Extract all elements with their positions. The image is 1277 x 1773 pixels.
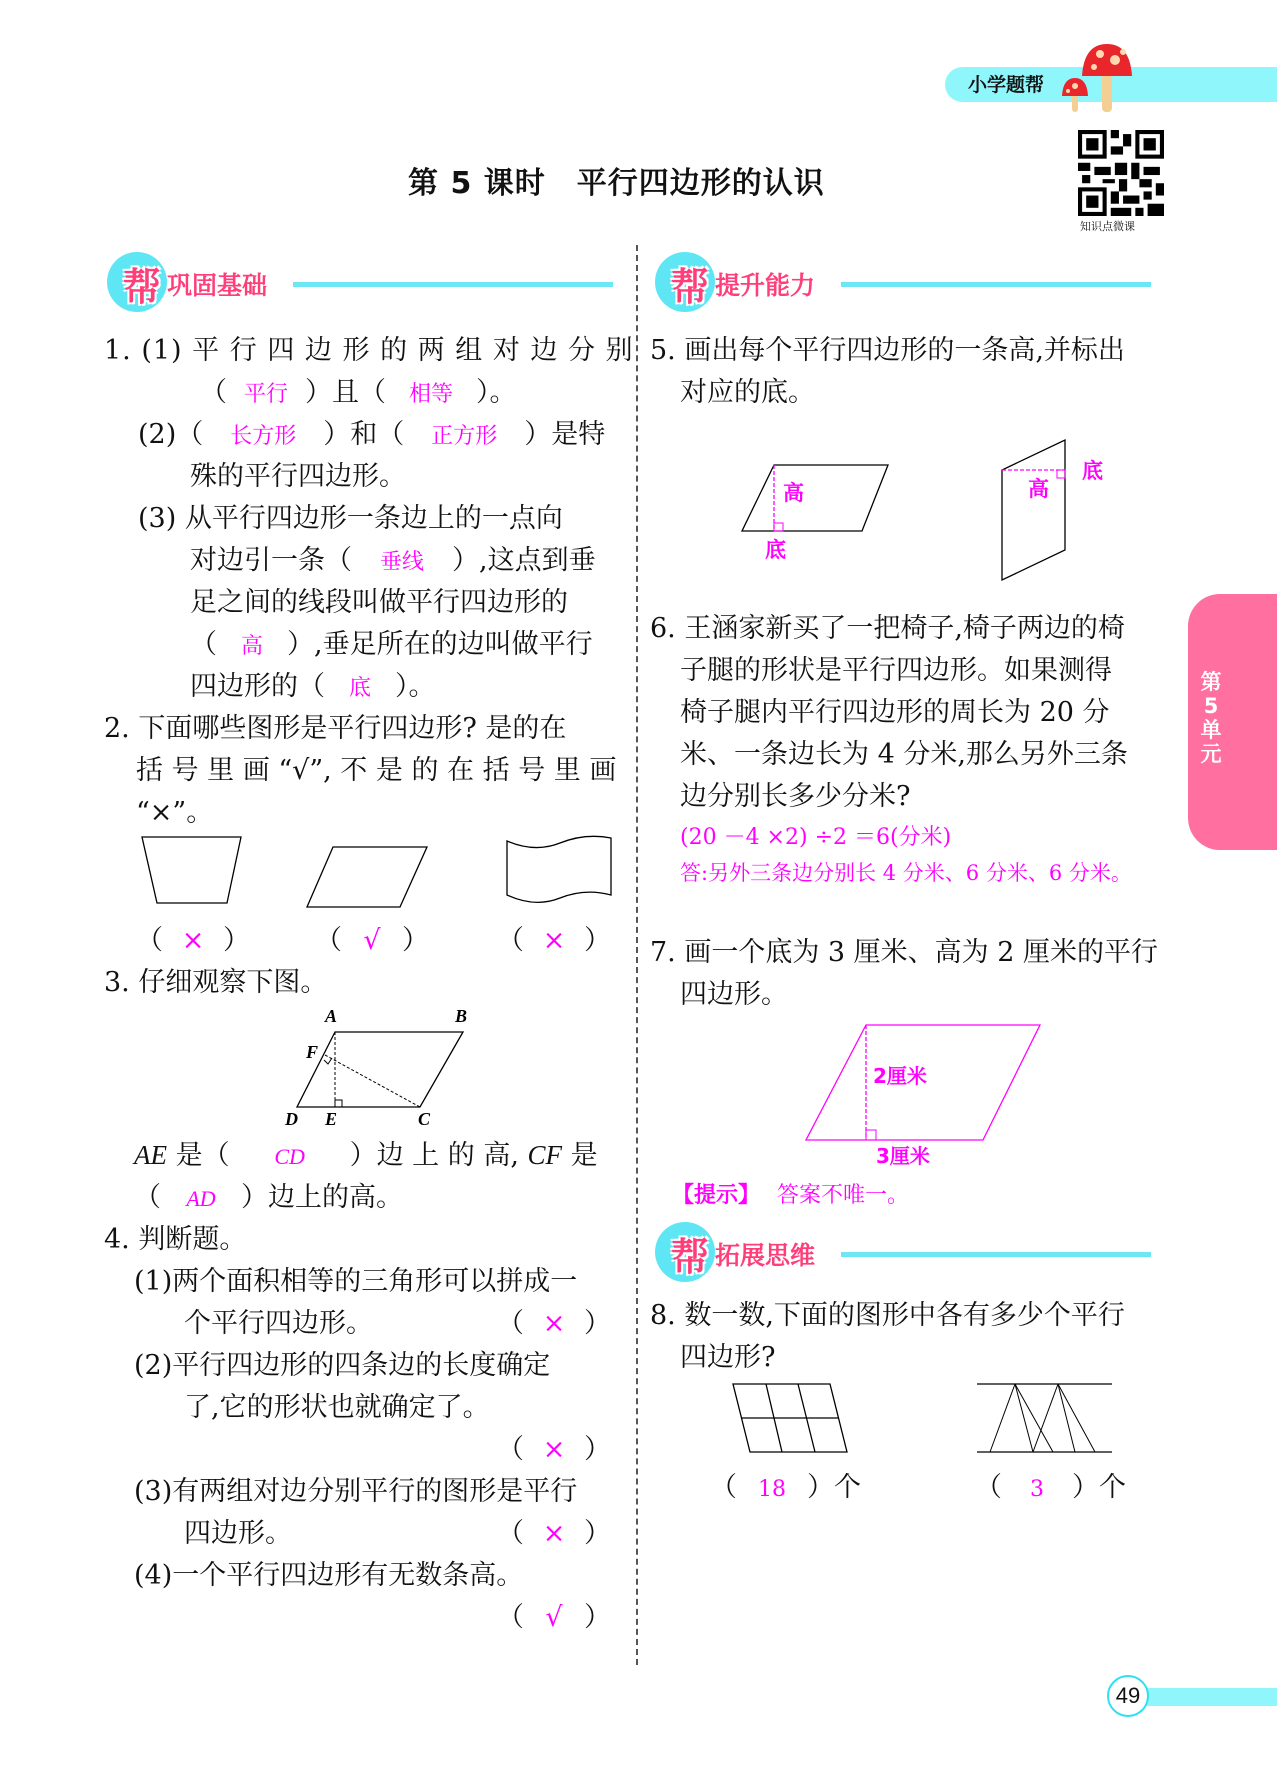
answer-blank: 18 — [758, 1477, 786, 1502]
q4-item3-l2: 四边形。 — [184, 1518, 292, 1549]
q6-line1: 6. 王涵家新买了一把椅子,椅子两边的椅 — [650, 613, 1125, 644]
text: ）是特 — [524, 419, 606, 450]
answer-blank: 底 — [348, 676, 371, 701]
q4-item1-l1: (1)两个面积相等的三角形可以拼成一 — [134, 1266, 578, 1297]
answer-mark: × — [542, 1518, 566, 1549]
answer-blank: 垂线 — [379, 550, 424, 575]
q4-item1-answer: （ × ） — [497, 1303, 611, 1344]
text: ）,这点到垂 — [452, 545, 596, 576]
q2-line1: 2. 下面哪些图形是平行四边形? 是的在 — [104, 713, 567, 744]
q4-item3-l1: (3)有两组对边分别平行的图形是平行 — [134, 1476, 578, 1507]
text: ）。 — [395, 671, 436, 702]
text: (2)（ — [138, 419, 204, 450]
q1-p3-line5 — [190, 666, 436, 709]
q4-item3-answer: （ × ） — [497, 1513, 611, 1554]
qr-code-icon[interactable] — [1078, 130, 1164, 216]
answer-blank: AD — [186, 1186, 216, 1211]
q6-answer: 答:另外三条边分别长 4 分米、6 分米、6 分米。 — [680, 861, 1132, 885]
unit-char: 元 — [1200, 742, 1222, 766]
height-label: 高 — [1028, 477, 1049, 501]
q6-line4: 米、一条边长为 4 分米,那么另外三条 — [680, 739, 1128, 770]
q6-calculation: (20 －4 ×2) ÷2 ＝6(分米) — [680, 825, 952, 850]
answer-mark: × — [542, 925, 566, 956]
text: 是（ — [167, 1140, 230, 1171]
brand-name: 小学题帮 — [968, 74, 1045, 96]
q6-line5: 边分别长多少分米? — [680, 781, 911, 812]
q5-line2: 对应的底。 — [680, 377, 815, 408]
q1-p3-line4 — [190, 624, 593, 667]
section-rule — [293, 282, 613, 287]
text: ）,垂足所在的边叫做平行 — [287, 629, 593, 660]
q8-grid-figure — [730, 1382, 850, 1457]
q1-p1-line2 — [200, 372, 517, 415]
text: CF — [527, 1140, 563, 1170]
q2-line2: 括 号 里 画 “√”, 不 是 的 在 括 号 里 画 — [136, 755, 617, 786]
q4-line1: 4. 判断题。 — [104, 1224, 247, 1255]
q7-hint — [672, 1178, 909, 1209]
text: （ — [710, 1472, 737, 1503]
q3-sentence2 — [134, 1177, 403, 1219]
hint-label: 【提示】 — [672, 1183, 761, 1208]
text: （ — [134, 1182, 161, 1213]
point-label: D — [285, 1109, 298, 1129]
q1-p3-line1: (3) 从平行四边形一条边上的一点向 — [138, 503, 563, 534]
text: （ — [975, 1472, 1002, 1503]
section-header-extend — [655, 1222, 1165, 1282]
text: AE — [134, 1140, 167, 1170]
page-number-bar — [1140, 1688, 1277, 1706]
q2-line3: “×”。 — [136, 797, 214, 828]
q6-line3: 椅子腿内平行四边形的周长为 20 分 — [680, 697, 1110, 728]
q4-item4-answer: （ √ ） — [497, 1597, 611, 1638]
answer-mark: √ — [363, 925, 381, 956]
text: ）个 — [1072, 1472, 1126, 1503]
q1-p3-line2 — [190, 540, 596, 583]
text: ）和（ — [323, 419, 405, 450]
answer-blank: 高 — [240, 634, 263, 659]
answer-blank: 长方形 — [230, 424, 297, 449]
q8-answer-1 — [710, 1467, 861, 1510]
q6-line2: 子腿的形状是平行四边形。如果测得 — [680, 655, 1112, 686]
text: 是 — [562, 1140, 598, 1171]
q7-line2: 四边形。 — [680, 979, 788, 1010]
answer-mark: √ — [545, 1602, 563, 1633]
section-label: 拓展思维 — [715, 1241, 816, 1270]
unit-char: 第 — [1200, 670, 1222, 694]
answer-blank: 平行 — [243, 382, 288, 407]
text: 对边引一条（ — [190, 545, 352, 576]
text: ）边 上 的 高, — [349, 1140, 519, 1171]
q5-figure-1 — [740, 460, 890, 560]
q2-shape-wavy — [505, 833, 615, 908]
page-number: 49 — [1107, 1675, 1149, 1717]
point-label: F — [306, 1042, 319, 1062]
answer-blank: 相等 — [408, 382, 453, 407]
column-divider — [636, 245, 638, 1665]
answer-blank: CD — [274, 1144, 305, 1169]
q8-line1: 8. 数一数,下面的图形中各有多少个平行 — [650, 1300, 1125, 1331]
text: 四边形的（ — [190, 671, 325, 702]
hint-text: 答案不唯一。 — [777, 1183, 910, 1208]
base-label: 底 — [765, 538, 786, 562]
section-badge: 帮 — [671, 1235, 710, 1279]
section-label: 巩固基础 — [167, 271, 268, 300]
height-label: 高 — [783, 481, 804, 505]
q4-item2-answer: （ × ） — [497, 1429, 611, 1470]
q4-item2-l1: (2)平行四边形的四条边的长度确定 — [134, 1350, 551, 1381]
answer-mark: × — [542, 1434, 566, 1465]
section-label: 提升能力 — [715, 271, 816, 300]
unit-char: 单 — [1200, 718, 1222, 742]
section-header-improve — [655, 252, 1165, 312]
q2-answer-2: （ √ ） — [315, 920, 429, 961]
answer-mark: × — [181, 925, 205, 956]
q4-item1-l2: 个平行四边形。 — [184, 1308, 373, 1339]
unit-char: 5 — [1203, 694, 1219, 718]
base-label: 底 — [1082, 459, 1103, 483]
answer-blank: 3 — [1030, 1477, 1044, 1502]
q8-line2: 四边形? — [680, 1342, 776, 1373]
section-rule — [841, 1252, 1151, 1257]
point-label: A — [325, 1006, 338, 1026]
answer-mark: × — [542, 1308, 566, 1339]
q3-parallelogram-diagram — [280, 1000, 480, 1130]
q4-item2-l2: 了,它的形状也就确定了。 — [184, 1392, 490, 1423]
q2-answer-1: （ × ） — [136, 920, 250, 961]
q8-answer-2 — [975, 1467, 1126, 1510]
height-label: 2厘米 — [873, 1064, 927, 1088]
text: （ — [200, 377, 227, 408]
text: ）边上的高。 — [241, 1182, 403, 1213]
section-badge: 帮 — [123, 265, 162, 309]
section-rule — [841, 282, 1151, 287]
base-label: 3厘米 — [876, 1144, 930, 1168]
page-title: 第 5 课时 平行四边形的认识 — [408, 166, 825, 201]
q4-item4-l1: (4)一个平行四边形有无数条高。 — [134, 1560, 524, 1591]
point-label: E — [325, 1109, 338, 1129]
unit-label — [1196, 670, 1226, 766]
point-label: C — [418, 1109, 431, 1129]
q1-p2-line1 — [138, 414, 605, 457]
qr-caption: 知识点微课 — [1080, 220, 1135, 233]
text: ）个 — [807, 1472, 861, 1503]
text: ）且（ — [305, 377, 386, 408]
q3-line1: 3. 仔细观察下图。 — [104, 967, 328, 998]
answer-blank: 正方形 — [431, 424, 498, 449]
q1-p1-line1: 1. (1) 平 行 四 边 形 的 两 组 对 边 分 别 — [104, 335, 634, 366]
text: ）。 — [476, 377, 517, 408]
q2-shape-trapezoid — [140, 835, 250, 905]
q7-line1: 7. 画一个底为 3 厘米、高为 2 厘米的平行 — [650, 937, 1159, 968]
q3-sentence1 — [134, 1135, 598, 1177]
section-badge: 帮 — [671, 265, 710, 309]
q8-triangles-figure — [975, 1382, 1115, 1457]
q1-p3-line3: 足之间的线段叫做平行四边形的 — [190, 587, 568, 618]
q1-p2-line2: 殊的平行四边形。 — [190, 461, 406, 492]
mushroom-icon — [1060, 40, 1140, 115]
q7-answer-parallelogram — [800, 1020, 1050, 1170]
text: （ — [190, 629, 217, 660]
q5-figure-2 — [1000, 438, 1120, 588]
q2-answer-3: （ × ） — [497, 920, 611, 961]
q2-shape-parallelogram — [305, 845, 435, 910]
section-header-basic — [107, 252, 617, 312]
q5-line1: 5. 画出每个平行四边形的一条高,并标出 — [650, 335, 1125, 366]
point-label: B — [455, 1006, 468, 1026]
